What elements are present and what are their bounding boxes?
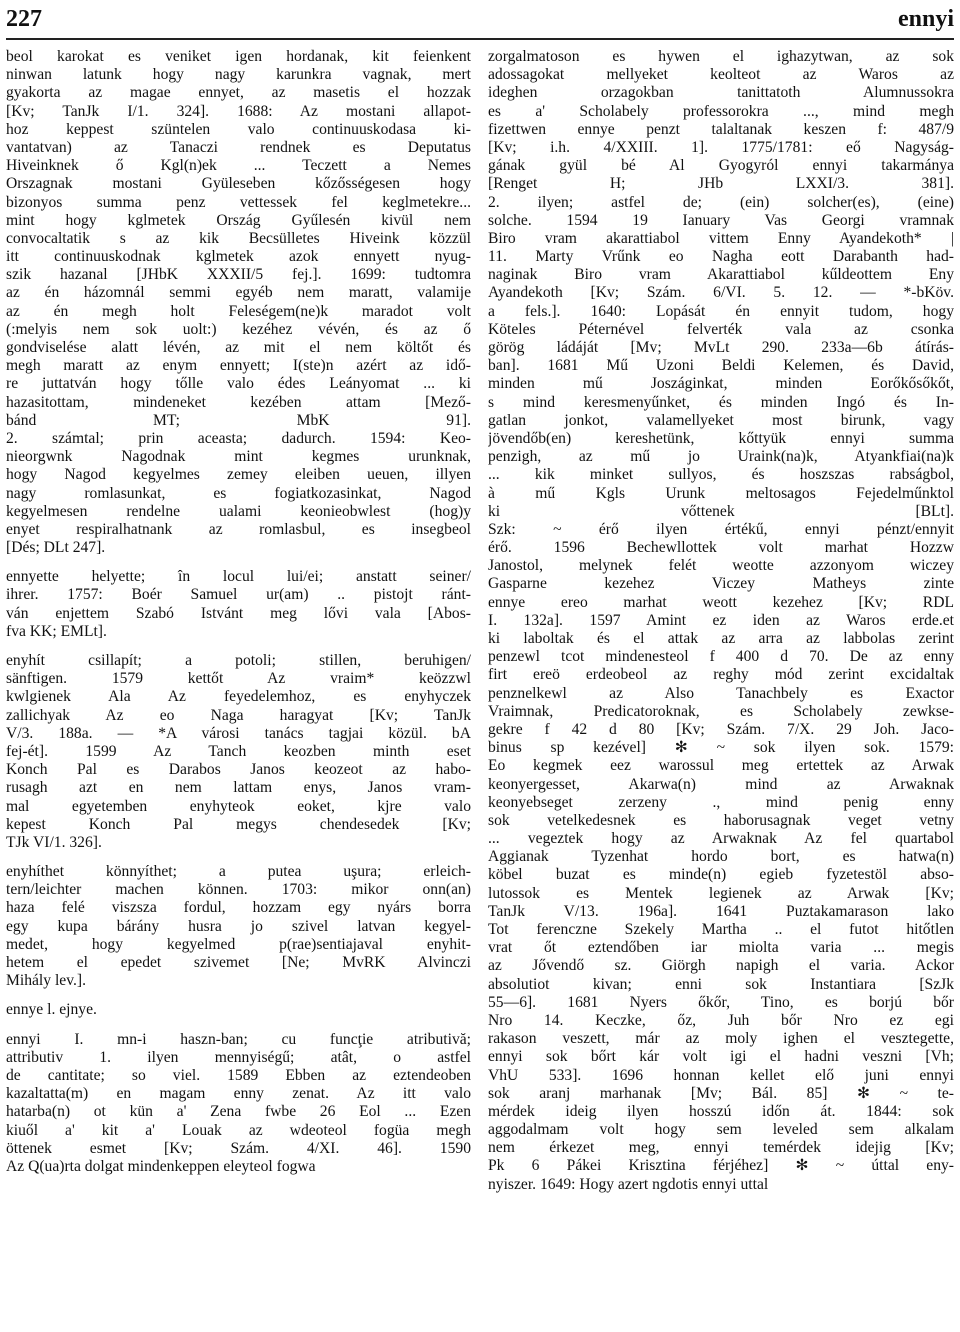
text-line: convocaltatik s az kik Becsülletes Hiveink közzül xyxy=(6,229,471,247)
text-line: beol karokat es veniket igen hordanak, kit feienkent xyxy=(6,48,471,65)
running-head: ennyi xyxy=(897,6,954,32)
text-line: (:melyis nem sok uolt:) kezéhez vévén, és az ő xyxy=(6,320,471,338)
page-number: 227 xyxy=(6,6,42,32)
text-line: tern/leichter machen können. 1703: mikor onn(an) xyxy=(6,881,471,899)
text-line: sok vetelkedesnek es haborusagnak veget vetny xyxy=(488,811,954,829)
text-line: ihrer. 1757: Boér Samuel ur(am) .. pistojt ránt- xyxy=(6,586,471,604)
text-line: Hiveinknek ő Kgl(n)ek ... Teczett a Nemes xyxy=(6,157,471,175)
text-line: szik hazanal [JHbK XXXII/5 fej.]. 1699: tudtomra xyxy=(6,266,471,284)
text-line: érő. 1596 Bechewllottek volt marhat Hozzw xyxy=(488,539,954,557)
text-line: Szk: ~ érő ilyen értékű, ennyi pénzt/ennyit xyxy=(488,520,954,538)
text-line: mint hogy kglmetek Ország Gyűlesén kivül nem xyxy=(6,211,471,229)
text-line: Köteles Péternével felverték vala az csonka xyxy=(488,320,954,338)
text-line: ennyette helyette; în locul lui/ei; anstatt seiner/ xyxy=(6,568,471,586)
text-line: gának gyül bé Al Gyogyról ennyi takarmánya xyxy=(488,157,954,175)
text-line: absolutiot kivan; enni sok Instantiara [SzJk xyxy=(488,975,954,993)
text-line: ban]. 1681 Mű Uzoni Beldi Kelemen, és David, xyxy=(488,357,954,375)
text-line: rusagh azt en nem lattam enys, Janos vram- xyxy=(6,779,471,797)
text-line: 11. Marty Vrűnk eo Nagha eott Darabanth had- xyxy=(488,248,954,266)
text-line: Az Q(ua)rta dolgat mindenkeppen eleyteol fogwa xyxy=(6,1157,316,1175)
text-line: ennye ereo marhat weott kezehez [Kv; RDL xyxy=(488,593,954,611)
text-line: gondviselése alatt lévén, az mit el nem költőt és xyxy=(6,339,471,356)
text-line: penznelkewl az Also Tanachbely es Exactor xyxy=(488,684,954,702)
text-line: hatarba(n) ot kün a' Zena fwbe 26 Eol ... Ezen xyxy=(6,1103,471,1121)
text-line: adossagokat mellyeket keolteot az Waros az xyxy=(488,66,954,84)
text-line: Orszagnak mostani Gyüleseben kőzősségesen hogy xyxy=(6,175,471,193)
text-line: nieorgwnk Nagodnak mint kegmes urunknak, xyxy=(6,448,471,466)
text-line: ki laboltak és el attak az arra az labbolas zerint xyxy=(488,630,954,647)
text-line: Vraimnak, Predicatoroknak, es Scholabely zewkse- xyxy=(488,702,954,720)
text-line: hogy Nagod kegyelmes zemey eleiben ueuen, illyen xyxy=(6,466,471,484)
text-line: öttenek esmet [Kv; Szám. 4/XI. 46]. 1590 xyxy=(6,1139,471,1157)
text-line: ennye l. ejnye. xyxy=(6,1001,97,1019)
text-line: VhU 533]. 1696 honnan kellet elő juni ennyi xyxy=(488,1066,954,1084)
text-line: medet, hogy kegyelmed p(rae)sentiajaval enyhit- xyxy=(6,935,471,953)
text-line: mérdek ideig ilyen hosszú időn át. 1844: sok xyxy=(488,1102,954,1120)
text-line: gatlan jonkot, valamellyeket most birunk, vagy xyxy=(488,411,954,429)
text-line: egy kupa bárány husra jo szivel latvan kegyel- xyxy=(6,917,471,935)
text-line: firt ereö erdeobeol az reghy mód zerint excidaltak xyxy=(488,666,954,684)
text-line: ván enjettem Szabó Istvánt meg lővi vala [Abos- xyxy=(6,604,471,622)
text-line: rakason veszett, már az moly ighen el vesztegette, xyxy=(488,1030,954,1048)
text-line: attributiv 1. ilyen mennyiségű; atât, o astfel xyxy=(6,1048,471,1066)
page-header xyxy=(6,6,954,36)
text-line: nyiszer. 1649: Hogy azert ngdotis ennyi uttal xyxy=(488,1175,769,1193)
text-line: Gasparne kezehez Viczey Matheys zinte xyxy=(488,575,954,593)
text-line: minden mű Joszáginkat, minden Eorőkősőkőt, xyxy=(488,375,954,393)
text-line: a fels.]. 1640: Lopását én ennyit tudom, hogy xyxy=(488,302,954,320)
text-line: TanJk V/13. 196a]. 1641 Puztakamarason lako xyxy=(488,902,954,920)
text-line: de cantitate; so viel. 1589 Ebben az eztendeoben xyxy=(6,1066,471,1084)
text-line: penzewl tcot mindenesteol f 400 d 70. De az enny xyxy=(488,648,954,666)
text-line: Janostol, melynek felét weotte azzonyom wiczey xyxy=(488,557,954,575)
text-line: Aggianak Tyzenhat hordo bort, es hatwa(n) xyxy=(488,848,954,866)
text-line: ninwan latunk hogy nagy karunkra vagnak, mert xyxy=(6,66,471,84)
text-line: bánd MT; MbK 91]. xyxy=(6,411,471,429)
text-line: kegyelmesen rendelne ualami keonieobwlest (hog)y xyxy=(6,502,471,520)
text-line: binus sp kezével] ✻ ~ sok ilyen sok. 1579: xyxy=(488,739,954,757)
text-line: kwlgienek Ala Az feyedelemhoz, es enyhyczek xyxy=(6,688,471,706)
text-line: vrat őt eztendőben iar miolta varia ... megis xyxy=(488,939,954,957)
text-line: gyakorta az magae ennyet, az masetis el hozzak xyxy=(6,84,471,102)
header-rule xyxy=(6,38,954,40)
text-line: TJk VI/1. 326]. xyxy=(6,833,102,851)
text-line: gekre f 42 d 80 [Kv; Szám. 7/X. 29 Joh. Jaco- xyxy=(488,720,954,738)
text-line: [Renget H; JHb LXXI/3. 381]. xyxy=(488,175,954,193)
text-line: itt continuuskodnak kglmetek azok ennyett nyug- xyxy=(6,248,471,266)
text-line: görög ládáját [Mv; MvLt 290. 233a—6b átírás- xyxy=(488,339,954,356)
text-line: keonyergesset, Akarwa(n) mind az Arwaknak xyxy=(488,775,954,793)
text-line: 2. számtal; prin aceasta; dadurch. 1594: Keo- xyxy=(6,429,471,447)
text-line: hazasitottam, mindeneket kezében attam [Mező- xyxy=(6,393,471,411)
left-column xyxy=(6,48,471,1176)
text-line: vantatvan) az Tanaczi rendnek es Deputatus xyxy=(6,138,471,156)
text-line: haza felé viszsza fordul, hozzam egy nyárs borra xyxy=(6,899,471,917)
text-line: solche. 1594 19 Ianuary Vas Georgi vramnak xyxy=(488,211,954,229)
text-line: fva KK; EMLt]. xyxy=(6,622,107,640)
text-line: Mihály lev.]. xyxy=(6,972,86,990)
text-line: hetem el epedet szivemet [Ne; MvRK Alvinczi xyxy=(6,954,471,971)
text-line: s mind keresmenyűnket, és minden Ingó és In- xyxy=(488,393,954,411)
text-line: penzigh, az mű jo Uraink(na)k, Atyankfiai(na)k xyxy=(488,448,954,466)
text-line: az Jővendő sz. Giörgh napigh el varia. Ackor xyxy=(488,957,954,975)
text-line: ... vegeztek hogy az Arwaknak Az fel quartabol xyxy=(488,830,954,848)
text-line: Tot ferenczne Szekely Martha .. el futot hitőtlen xyxy=(488,921,954,938)
text-line: lutossok es Mentek legienek az Arwak [Kv; xyxy=(488,884,954,902)
paragraph-gap xyxy=(6,1020,471,1031)
paragraph-gap xyxy=(6,852,471,863)
text-line: Nro 14. Keczke, őz, Juh bőr Nro ez egi xyxy=(488,1011,954,1029)
text-line: [Dés; DLt 247]. xyxy=(6,539,106,557)
text-line: mal egyetemben enyhyteok eoket, kjre valo xyxy=(6,797,471,815)
text-line: Eo kegmek eez warossul meg ertettek az Arwak xyxy=(488,757,954,775)
text-line: nem érkezet meg, ennyi temérdek idejig [Kv; xyxy=(488,1139,954,1157)
text-line: Pk 6 Pákei Krisztina férjéhez] ✻ ~ úttal eny- xyxy=(488,1157,954,1175)
text-line: enyhíthet könnyíthet; a putea uşura; erleich- xyxy=(6,863,471,881)
text-line: aggodalmam volt hogy sem leveled sem alkalam xyxy=(488,1121,954,1139)
text-line: ... kik minket sullyos, és hoszszas rabságbol, xyxy=(488,466,954,484)
text-line: sänftigen. 1579 kettőt Az vraim* keözzwl xyxy=(6,670,471,688)
text-line: az én házomnál semmi egyéb nem maratt, valamije xyxy=(6,284,471,302)
text-line: ki vőttenek [BLt]. xyxy=(488,502,954,520)
text-line: jövendőb(en) kereshetünk, kőttyük ennyi summa xyxy=(488,429,954,447)
text-line: bizonyos summa penz vettessek fel keglmetekre... xyxy=(6,193,471,211)
text-line: ennyi I. mn-i haszn-ban; cu funcţie atributivă; xyxy=(6,1030,471,1048)
text-line: [Kv; i.h. 4/XXIII. 1]. 1775/1781: eő Nagyság- xyxy=(488,138,954,156)
text-line: à mű Kgls Urunk meltosagos Fejedelműnktol xyxy=(488,484,954,502)
text-line: I. 132a]. 1597 Amint ez iden az Waros erde.et xyxy=(488,611,954,629)
text-line: megh maratt az enym ennyett; I(ste)n azért az idő- xyxy=(6,357,471,375)
text-line: fizettwen ennye penzt talaltanak keszen f: 487/9 xyxy=(488,120,954,138)
text-line: Ayandekoth [Kv; Szám. 6/VI. 5. 12. — *-bKöv. xyxy=(488,284,954,302)
text-line: kiuől a' kit a' Louak az wdeoteol fogüa megh xyxy=(6,1121,471,1139)
text-line: Biro vram akarattiabol vittem Enny Ayandekoth* | xyxy=(488,229,954,247)
text-line: nagy romlasunkat, es fogiatkozasinkat, Nagod xyxy=(6,484,471,502)
text-line: V/3. 188a. — *A városi tanács tagjai közül. bA xyxy=(6,724,471,742)
text-line: ideghen orzagokban tanittatoth Alumnussokra xyxy=(488,84,954,102)
text-line: [Kv; TanJk I/1. 324]. 1688: Az mostani allapot- xyxy=(6,102,471,120)
paragraph-gap xyxy=(6,641,471,652)
text-line: fej-ét]. 1599 Az Tanch keozben minth eset xyxy=(6,742,471,760)
right-column xyxy=(488,48,954,1194)
text-line: 55—6]. 1681 Nyers őkőr, Tino, es borjú bőr xyxy=(488,993,954,1011)
text-line: es a' Scholabely professorokra ..., mind megh xyxy=(488,102,954,120)
text-line: ennyi sok bőrt kár volt igi el hadni veszni [Vh; xyxy=(488,1048,954,1066)
text-line: enyhít csillapít; a potoli; stillen, beruhigen/ xyxy=(6,652,471,669)
text-line: enyet respiralhatnank az romlasbul, es insegbeol xyxy=(6,520,471,538)
text-line: sok aranj marhanak [Mv; Bál. 85] ✻ ~ te- xyxy=(488,1084,954,1102)
text-line: kazaltatta(m) en magam enny zenat. Az itt valo xyxy=(6,1085,471,1103)
paragraph-gap xyxy=(6,990,471,1001)
paragraph-gap xyxy=(6,557,471,568)
text-line: naginak Biro vram Akarattiabol kűldeottem Eny xyxy=(488,266,954,284)
text-line: zorgalmatoson es hywen el ighazytwan, az sok xyxy=(488,48,954,65)
text-line: az én megh holt Feleségem(ne)k maradot volt xyxy=(6,302,471,320)
text-line: keonyebseget zerzeny ., mind penig enny xyxy=(488,793,954,811)
text-line: zallichyak Az eo Naga haragyat [Kv; TanJk xyxy=(6,706,471,724)
text-line: re juttatván hogy tőlle valo édes Leányomat ... ki xyxy=(6,375,471,393)
text-line: Konch Pal es Darabos Janos keozeot az habo- xyxy=(6,761,471,779)
text-line: köbel buzat es minde(n) egieb fyzetestöl abso- xyxy=(488,866,954,884)
text-line: hoz keppest szüntelen valo continuuskodasa ki- xyxy=(6,120,471,138)
text-line: 2. ilyen; astfel de; (ein) solcher(es), (eine) xyxy=(488,193,954,211)
text-line: kepest Konch Pal megys chendesedek [Kv; xyxy=(6,815,471,833)
